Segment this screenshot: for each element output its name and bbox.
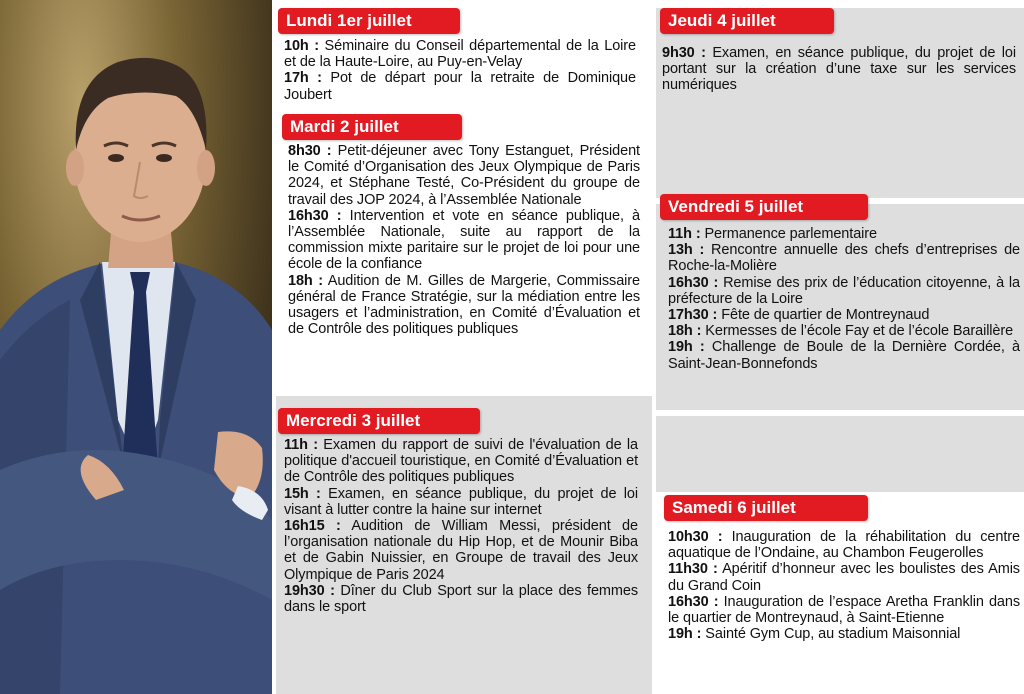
event-text: Rencontre annuelle des chefs d’entreprises de Roche-la-Molière [668, 242, 1020, 275]
event-text: Challenge de Boule de la Dernière Cordée, à Saint-Jean-Bonnefonds [668, 339, 1021, 372]
event-item [284, 486, 638, 518]
event-text: Inauguration de la réhabilitation du centre aquatique de l’Ondaine, au Chambon Feugerolles [668, 529, 1020, 562]
event-time: 16h30 : [668, 593, 719, 610]
event-item [668, 275, 1020, 307]
event-item [668, 594, 1020, 626]
event-item [284, 518, 638, 583]
event-text: Inauguration de l’espace Aretha Franklin dans le quartier de Montreynaud, à Saint-Etienne [668, 593, 1020, 627]
event-text: Dîner du Club Sport sur la place des femmes dans le sport [284, 582, 639, 616]
event-time: 16h30 : [668, 274, 719, 291]
event-time: 11h30 : [668, 561, 718, 578]
portrait-photo [0, 0, 272, 694]
event-time: 10h30 : [668, 529, 723, 545]
event-time: 17h30 : [668, 307, 718, 324]
event-text: Séminaire du Conseil départemental de la Loire et de la Haute-Loire, au Puy-en-Velay [284, 38, 637, 71]
event-text: Petit-déjeuner avec Tony Estanguet, Président le Comité d’Organisation des Jeux Olympique de Paris 2024, et Stéphane Testé, Co-Président du groupe de travail des JOP 2024, à l’Assemblée Nationale [288, 143, 640, 208]
event-item [284, 70, 636, 102]
event-text: Remise des prix de l’éducation citoyenne, à la préfecture de la Loire [668, 274, 1020, 307]
event-time: 13h : [668, 242, 705, 259]
event-time: 16h15 : [284, 518, 341, 535]
event-item [668, 323, 1020, 339]
events-vendredi [668, 226, 1020, 372]
event-text: Sainté Gym Cup, au stadium Maisonnial [705, 626, 961, 643]
day-label-samedi: Samedi 6 juillet [664, 495, 868, 521]
event-time: 19h : [668, 339, 705, 356]
event-item [288, 143, 640, 208]
event-time: 19h : [668, 626, 702, 643]
day-label-mercredi: Mercredi 3 juillet [278, 408, 480, 434]
event-time: 18h : [288, 272, 323, 289]
event-text: Examen, en séance publique, du projet de loi visant à lutter contre la haine sur internet [284, 485, 638, 518]
event-item [668, 626, 1020, 642]
day-label-lundi: Lundi 1er juillet [278, 8, 460, 34]
event-time: 18h : [668, 323, 702, 340]
events-mercredi [284, 437, 638, 615]
event-item [668, 529, 1020, 561]
event-text: Audition de William Messi, président de l’organisation nationale du Hip Hop, et de Mounir Biba et de Gabin Nuissier, en Groupe de travail des Jeux Olympique de Paris 2024 [284, 518, 638, 583]
event-time: 15h : [284, 485, 321, 502]
event-item [668, 307, 1020, 323]
events-lundi [284, 38, 636, 103]
event-text: Intervention et vote en séance publique, à l’Assemblée Nationale, suite au rapport de la commission mixte paritaire sur le projet de loi pour une école de la confiance [288, 207, 640, 273]
event-time: 9h30 : [662, 45, 706, 61]
event-time: 16h30 : [288, 207, 342, 224]
event-item [284, 583, 638, 615]
event-text: Audition de M. Gilles de Margerie, Commissaire général de France Stratégie, sur la médiation entre les usagers et l’administration, en Comité d’Évaluation et de Contrôle des politiques publiques [288, 272, 640, 338]
event-item [668, 339, 1020, 371]
events-jeudi [662, 45, 1016, 94]
day-label-mardi: Mardi 2 juillet [282, 114, 462, 140]
event-text: Fête de quartier de Montreynaud [721, 307, 930, 324]
event-item [288, 273, 640, 338]
panel-samedi-top [656, 416, 1024, 492]
event-time: 8h30 : [288, 143, 332, 159]
event-time: 19h30 : [284, 582, 335, 599]
event-time: 17h : [284, 70, 322, 87]
event-text: Permanence parlementaire [704, 226, 877, 242]
events-samedi [668, 529, 1020, 642]
event-item [284, 437, 638, 486]
day-label-jeudi: Jeudi 4 juillet [660, 8, 834, 34]
portrait-illustration [0, 0, 272, 694]
event-item [288, 208, 640, 273]
event-time: 11h : [668, 226, 701, 242]
event-item [662, 45, 1016, 94]
event-time: 11h : [284, 437, 318, 453]
event-item [284, 38, 636, 70]
event-item [668, 242, 1020, 274]
event-text: Apéritif d’honneur avec les boulistes des Amis du Grand Coin [668, 561, 1020, 594]
event-item [668, 226, 1020, 242]
events-mardi [288, 143, 640, 337]
event-item [668, 561, 1020, 593]
event-text: Examen, en séance publique, du projet de loi portant sur la création d’une taxe sur les services numériques [662, 45, 1016, 94]
day-label-vendredi: Vendredi 5 juillet [660, 194, 868, 220]
panel-jeudi [656, 8, 1024, 198]
event-text: Examen du rapport de suivi de l'évaluation de la politique d'accueil touristique, en Comité d’Évaluation et de Contrôle des politiques publiques [284, 437, 639, 486]
event-text: Kermesses de l’école Fay et de l’école Baraillère [705, 323, 1014, 340]
event-text: Pot de départ pour la retraite de Dominique Joubert [284, 70, 636, 103]
event-time: 10h : [284, 38, 319, 54]
